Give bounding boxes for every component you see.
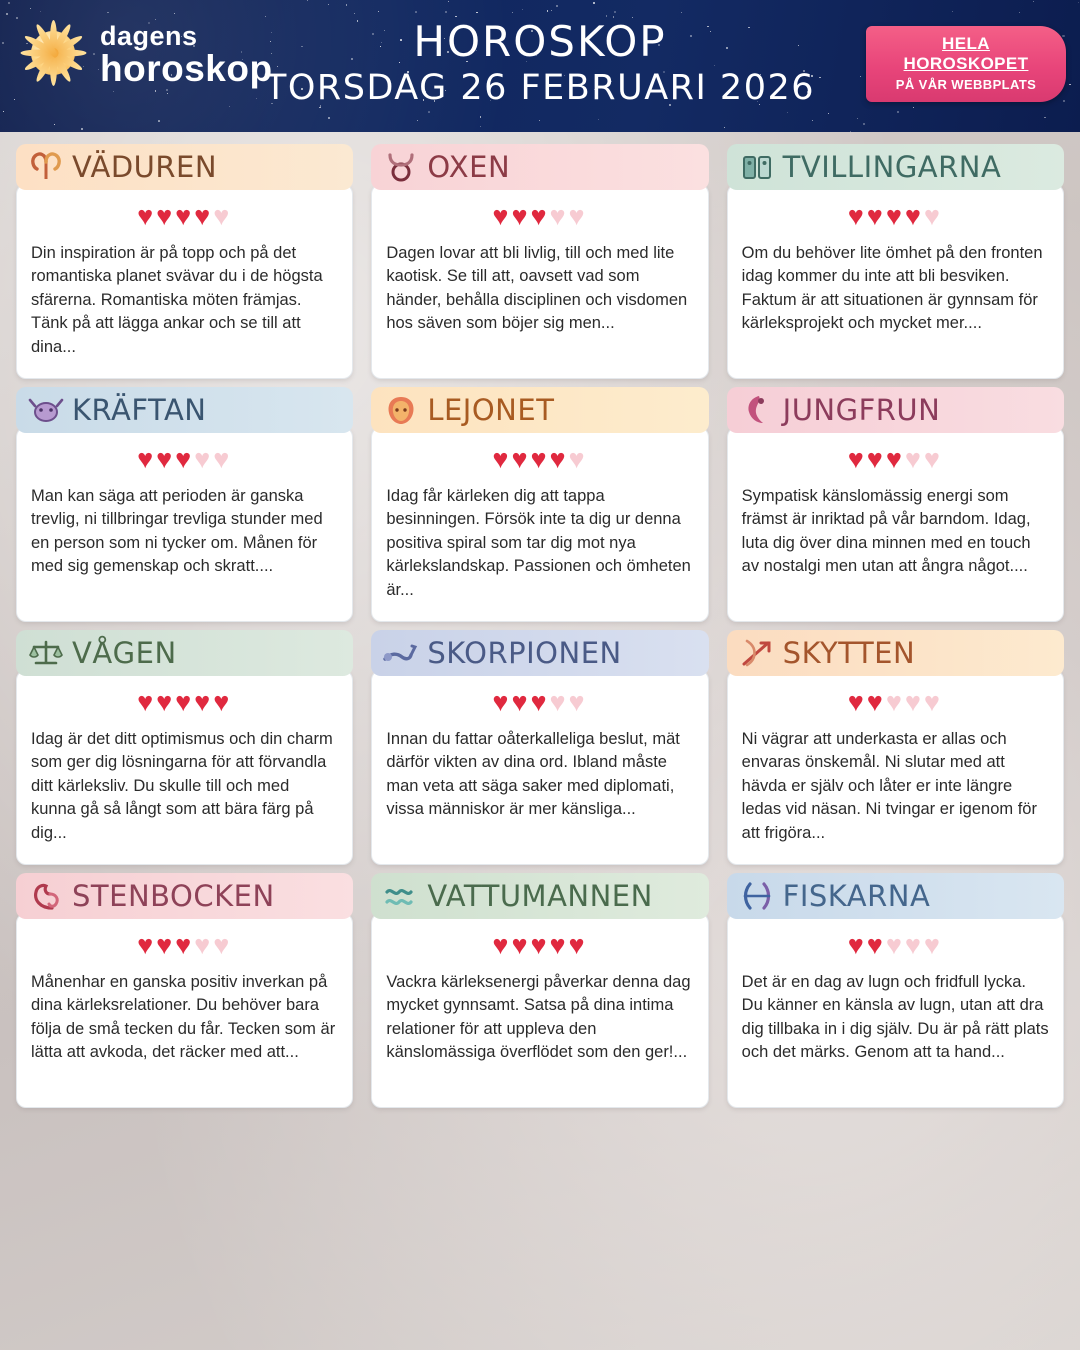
leo-icon [381,392,421,428]
heart-empty-icon: ♥ [549,201,569,231]
zodiac-sign-name: LEJONET [427,393,555,427]
heart-empty-icon: ♥ [549,687,569,717]
zodiac-sign-name: STENBOCKEN [72,879,275,913]
love-rating-hearts [386,203,693,230]
zodiac-card-header [371,873,708,919]
love-rating-hearts [742,203,1049,230]
zodiac-forecast-text: Om du behöver lite ömhet på den fronten idag kommer du inte att bli besviken. Faktum är att situationen är gynnsam för kärleksprojekt och mycket mer.... [741,244,1043,333]
heart-filled-icon: ♥ [194,687,214,717]
love-rating-hearts [386,932,693,959]
zodiac-card[interactable] [371,873,708,1108]
cancer-icon [26,392,66,428]
heart-empty-icon: ♥ [904,444,924,474]
zodiac-sign-name: TVILLINGARNA [782,150,1002,184]
heart-filled-icon: ♥ [511,201,531,231]
heart-filled-icon: ♥ [885,201,905,231]
zodiac-card-body [371,184,708,379]
zodiac-sign-name: JUNGFRUN [782,393,941,427]
heart-filled-icon: ♥ [549,930,569,960]
heart-empty-icon: ♥ [213,444,233,474]
zodiac-sign-name: SKYTTEN [782,636,916,670]
heart-filled-icon: ♥ [137,687,157,717]
heart-empty-icon: ♥ [923,930,943,960]
heart-filled-icon: ♥ [492,930,512,960]
heart-filled-icon: ♥ [530,444,550,474]
zodiac-card[interactable] [727,873,1064,1108]
zodiac-card-body [16,913,353,1108]
heart-filled-icon: ♥ [549,444,569,474]
zodiac-sign-name: VATTUMANNEN [427,879,653,913]
heart-filled-icon: ♥ [511,687,531,717]
zodiac-card-body [16,427,353,622]
zodiac-card-body [16,670,353,865]
heart-filled-icon: ♥ [866,444,886,474]
heart-empty-icon: ♥ [923,201,943,231]
gemini-icon [737,149,777,185]
zodiac-card-body [727,184,1064,379]
heart-filled-icon: ♥ [530,930,550,960]
heart-filled-icon: ♥ [511,444,531,474]
zodiac-card[interactable] [16,144,353,379]
heart-filled-icon: ♥ [213,687,233,717]
heart-empty-icon: ♥ [568,201,588,231]
heart-filled-icon: ♥ [175,687,195,717]
heart-filled-icon: ♥ [492,444,512,474]
love-rating-hearts [386,689,693,716]
zodiac-card-header [371,144,708,190]
zodiac-sign-name: VÅGEN [72,636,177,670]
heart-filled-icon: ♥ [568,930,588,960]
zodiac-forecast-text: Ni vägrar att underkasta er allas och envaras önskemål. Ni slutar med att hävda er själv och låter er inte längre ledas vid näsan. Ni tvingar er igenom för att frigöra... [741,730,1037,842]
zodiac-card[interactable] [16,873,353,1108]
heart-filled-icon: ♥ [156,444,176,474]
heart-empty-icon: ♥ [923,687,943,717]
love-rating-hearts [386,446,693,473]
zodiac-card-body [371,913,708,1108]
zodiac-card-body [371,427,708,622]
heart-filled-icon: ♥ [156,687,176,717]
love-rating-hearts [742,689,1049,716]
heart-filled-icon: ♥ [175,444,195,474]
zodiac-forecast-text: Din inspiration är på topp och på det romantiska planet svävar du i de högsta sfärerna. Romantiska möten främjas. Tänk på att lägga ankar och se till att dina... [31,244,323,356]
zodiac-forecast-text: Månenhar en ganska positiv inverkan på dina kärleksrelationer. Du behöver bara följa de små tecken du får. Tecken som är lätta att avkoda, det räcker med att... [31,973,336,1062]
zodiac-card-body [727,670,1064,865]
zodiac-forecast-text: Sympatisk känslomässig energi som främst är inriktad på vår barndom. Idag, luta dig över dina minnen med en touch av nostalgi men utan att ångra något.... [741,487,1031,576]
love-rating-hearts [31,446,338,473]
zodiac-card-header [16,630,353,676]
title-main: HOROSKOP [413,17,667,66]
heart-filled-icon: ♥ [492,687,512,717]
page-header [0,0,1080,132]
heart-empty-icon: ♥ [568,687,588,717]
heart-filled-icon: ♥ [847,930,867,960]
heart-filled-icon: ♥ [511,930,531,960]
heart-filled-icon: ♥ [194,201,214,231]
heart-filled-icon: ♥ [156,201,176,231]
heart-filled-icon: ♥ [530,201,550,231]
zodiac-card[interactable] [727,630,1064,865]
zodiac-forecast-text: Innan du fattar oåterkalleliga beslut, mät därför vikten av dina ord. Ibland måste man veta att säga saker med diplomati, vissa människor är mer känsliga... [386,730,680,819]
pisces-icon [737,878,777,914]
heart-filled-icon: ♥ [847,444,867,474]
heart-empty-icon: ♥ [194,444,214,474]
heart-empty-icon: ♥ [904,687,924,717]
heart-empty-icon: ♥ [568,444,588,474]
virgo-icon [737,392,777,428]
zodiac-forecast-text: Idag får kärleken dig att tappa besinningen. Försök inte ta dig ur denna positiva spiral som tar dig mot nya kärlekslandskap. Passionen och ömheten är... [386,487,691,599]
zodiac-forecast-text: Det är en dag av lugn och fridfull lycka. Du känner en känsla av lugn, utan att dra dig tillbaka in i dig själv. Du är på rätt plats och det märks. Genom att ta hand... [741,973,1049,1062]
heart-filled-icon: ♥ [866,687,886,717]
heart-filled-icon: ♥ [885,444,905,474]
libra-icon [26,635,66,671]
zodiac-card[interactable] [727,144,1064,379]
aquarius-icon [381,878,421,914]
zodiac-card[interactable] [16,630,353,865]
love-rating-hearts [742,932,1049,959]
website-cta-button[interactable] [866,26,1066,102]
zodiac-card-header [16,144,353,190]
heart-empty-icon: ♥ [213,930,233,960]
cta-line-1: HELA HOROSKOPET [903,34,1029,73]
zodiac-card[interactable] [371,144,708,379]
love-rating-hearts [31,689,338,716]
heart-filled-icon: ♥ [866,201,886,231]
zodiac-card-header [371,387,708,433]
zodiac-card-header [727,630,1064,676]
heart-filled-icon: ♥ [866,930,886,960]
aries-icon [26,149,66,185]
heart-filled-icon: ♥ [492,201,512,231]
cta-line-2: PÅ VÅR WEBBPLATS [895,77,1037,92]
heart-filled-icon: ♥ [530,687,550,717]
heart-empty-icon: ♥ [923,444,943,474]
heart-filled-icon: ♥ [904,201,924,231]
zodiac-sign-name: VÄDUREN [72,150,218,184]
love-rating-hearts [742,446,1049,473]
zodiac-card-body [727,913,1064,1108]
capricorn-icon [26,878,66,914]
zodiac-card-header [16,387,353,433]
heart-empty-icon: ♥ [904,930,924,960]
heart-filled-icon: ♥ [137,930,157,960]
title-date: TORSDAG 26 FEBRUARI 2026 [264,68,815,108]
zodiac-forecast-text: Dagen lovar att bli livlig, till och med lite kaotisk. Se till att, oavsett vad som händer, behålla disciplinen och visdomen hos säven som böjer sig men... [386,244,688,333]
zodiac-sign-name: OXEN [427,150,511,184]
zodiac-card[interactable] [371,630,708,865]
zodiac-grid [0,132,1080,1118]
logo-line-2: horoskop [100,48,273,90]
heart-filled-icon: ♥ [175,930,195,960]
zodiac-card-body [727,427,1064,622]
zodiac-forecast-text: Vackra kärleksenergi påverkar denna dag mycket gynnsamt. Satsa på dina intima relationer för att uppleva den känslomässiga överflödet som den ger!... [386,973,691,1062]
zodiac-card-header [371,630,708,676]
zodiac-sign-name: FISKARNA [782,879,931,913]
heart-empty-icon: ♥ [885,930,905,960]
zodiac-sign-name: SKORPIONEN [427,636,622,670]
zodiac-card-header [727,144,1064,190]
zodiac-card-body [16,184,353,379]
zodiac-forecast-text: Idag är det ditt optimismus och din charm som ger dig lösningarna för att förvandla ditt kärleksliv. Du skulle till och med kunna gå så långt som att bära färg på dig... [31,730,333,842]
love-rating-hearts [31,203,338,230]
heart-empty-icon: ♥ [194,930,214,960]
taurus-icon [381,149,421,185]
zodiac-sign-name: KRÄFTAN [72,393,207,427]
zodiac-card-header [727,387,1064,433]
zodiac-card[interactable] [16,387,353,622]
heart-filled-icon: ♥ [137,201,157,231]
sagittarius-icon [737,635,777,671]
zodiac-card-header [16,873,353,919]
heart-filled-icon: ♥ [175,201,195,231]
zodiac-card-header [727,873,1064,919]
zodiac-card-body [371,670,708,865]
zodiac-forecast-text: Man kan säga att perioden är ganska trevlig, ni tillbringar trevliga stunder med en person som ni tycker om. Månen för med sig gemenskap och skratt.... [31,487,323,576]
scorpio-icon [381,635,421,671]
zodiac-card[interactable] [727,387,1064,622]
heart-filled-icon: ♥ [156,930,176,960]
heart-filled-icon: ♥ [137,444,157,474]
heart-filled-icon: ♥ [847,201,867,231]
love-rating-hearts [31,932,338,959]
logo-line-1: dagens [100,20,198,51]
zodiac-card[interactable] [371,387,708,622]
heart-filled-icon: ♥ [847,687,867,717]
heart-empty-icon: ♥ [885,687,905,717]
heart-empty-icon: ♥ [213,201,233,231]
